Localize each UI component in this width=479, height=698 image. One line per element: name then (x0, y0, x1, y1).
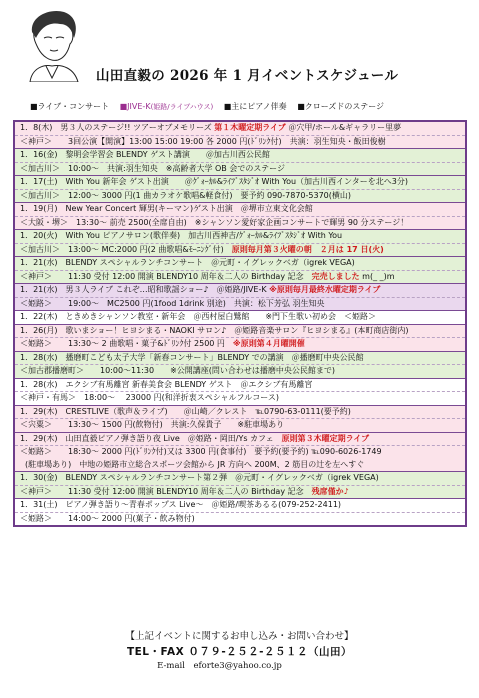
event-title-line (20, 176, 465, 189)
category-legend (30, 101, 392, 112)
contact-heading: 【上記イベントに関するお申し込み・お問い合わせ】 (125, 631, 354, 642)
event-title-line (20, 325, 465, 338)
event-detail: ＜姫路＞ 13:30～ 2 曲歌唱・菓子&ﾄﾞﾘﾝｸ付 2500 円 (20, 339, 233, 348)
legend-live: ■ライブ・コンサート (30, 102, 110, 111)
event-title-line (20, 122, 465, 135)
event-detail-line (15, 391, 465, 405)
portrait-illustration (20, 8, 84, 82)
event-detail-line (15, 162, 465, 176)
event-detail-line (15, 418, 465, 432)
event-title: 1．8(木) 男３人のステージ!! ツアーオブメモリーズ (20, 123, 215, 132)
event-detail-line (15, 485, 465, 499)
event-title: 1．19(月) New Year Concert 輝男(キーマン)ゲスト出演 ＠堺市立東文化会館 (20, 204, 313, 213)
event-title: 1．22(木) ときめきシャンソン教室・新年会 ＠西村屋白鷺館 ※門下生歌い初め会 ＜姫路＞ (20, 312, 377, 321)
event-title-line (20, 472, 465, 485)
event-title-line (20, 257, 465, 270)
legend-closed: ■クローズドのステージ (297, 102, 385, 111)
event-detail-line (15, 243, 465, 257)
event-title-line (20, 230, 465, 243)
event-note-highlight: 第１木曜定期ライブ (214, 123, 286, 132)
event-item (15, 351, 465, 378)
event-detail-line (15, 512, 465, 526)
legend-piano: ■主にピアノ伴奏 (223, 102, 287, 111)
event-detail: ＜姫路＞ 19:00～ MC2500 円(1food 1drink 別途) 共演：松下芳弘 羽生知央 (20, 298, 325, 308)
event-item (15, 283, 465, 310)
event-title: 1．26(月) 歌いまショー！ヒヨシまる・NAOKI サロン♪ ＠姫路音楽サロン『ヒヨシまる』(本町商店街内) (20, 325, 409, 335)
event-item (15, 229, 465, 256)
event-title: 1．17(土) With You 新年会 ゲスト出演 ＠ｸﾞｫｰｶﾙ&ﾗｲﾌﾞｽﾀｼﾞｵ With You（加古川西インターを北へ3分) (20, 177, 408, 186)
event-detail: ＜神戸＞ 11:30 受付 12:00 開演 BLENDY10 周年＆二人の Birthday 記念 (20, 271, 312, 281)
event-title-line (20, 149, 465, 162)
page-title: 山田直毅の 2026 年 1 月イベントスケジュール (96, 68, 399, 84)
event-item (15, 432, 465, 472)
event-item (15, 324, 465, 351)
event-title: 1．28(水) 播磨町こども太子大学「新春コンサート」BLENDY での講演 ＠播磨町中央公民館 (20, 352, 364, 362)
event-title: 1．21(水) 男３人ライブ これぞ…昭和歌謡ショー♪ ＠姫路/JIVE-K (20, 285, 270, 294)
event-detail-highlight: 原則毎月第３火曜の朝 ２月は 17 日(火) (231, 244, 384, 254)
event-item (15, 405, 465, 432)
event-title: 1．29(木) CRESTLIVE（歌声＆ライブ) ＠山崎／クレスト ℡0790-63-0111(要予約) (20, 406, 351, 416)
event-item (15, 471, 465, 498)
event-item (15, 175, 465, 202)
event-title-line (20, 311, 465, 324)
event-detail-line (15, 297, 465, 311)
event-extra-line: (駐車場あり) 中地の姫路市立総合スポーツ会館から JR 方向へ 200M、2 筋目の辻を左へすぐ (25, 459, 365, 469)
event-detail: ＜宍粟＞ 13:30～ 1500 円(飲物付) 共演:久保貴子 ※駐車場あり (20, 420, 285, 429)
event-detail-highlight: 残席僅か♪ (311, 486, 349, 496)
event-title-line (20, 499, 465, 512)
event-title-line (20, 406, 465, 419)
event-title-line (20, 284, 465, 297)
event-title: 1．21(水) BLENDY スペシャルランチコンサート ＠元町・イグレックベガ（igrek VEGA) (20, 258, 355, 267)
event-detail-suffix: m(_ _)m (359, 271, 395, 281)
event-detail-line (15, 189, 465, 203)
event-detail: ＜加古川＞ 10:00～ 共演:羽生知央 ※高齢者大学 OB 会でのステージ (20, 163, 286, 173)
event-title: 1．30(金) BLENDY スペシャルランチコンサート第２弾 ＠元町・イグレックベガ（igrek VEGA) (20, 473, 379, 482)
event-title: 1．29(木) 山田直毅ピアノ弾き語り夜 Live ＠姫路・岡田/Ys カフェ (20, 433, 282, 443)
event-item (15, 256, 465, 283)
event-item (15, 122, 465, 148)
event-detail: ＜神戸＞ 3回公演【開演】13:00 15:00 19:00 各 2000 円(ﾄﾞﾘﾝｸ付) 共演：羽生知央・飯田俊樹 (20, 136, 386, 146)
event-detail: ＜加古川＞ 13:00～ MC:2000 円(2 曲歌唱&ﾓｰﾆﾝｸﾞ付) (20, 244, 232, 254)
event-title: 1．28(水) エクシブ有馬離宮 新春美食会 BLENDY ゲスト ＠エクシブ有馬離宮 (20, 379, 313, 389)
contact-email: E-mail eforte3@yahoo.co.jp (157, 661, 282, 671)
event-detail: ＜加古川＞ 12:00～ 3000 円(1 曲カラオケ歌唱&軽食付) 要予約 090-7870-5370(横山) (20, 190, 351, 200)
event-detail-line (15, 364, 465, 378)
event-title-line (20, 379, 465, 392)
contact-phone: TEL・FAX ０７９-２５２-２５１２（山田） (126, 646, 353, 658)
event-detail-highlight: ※原則第４月曜開催 (232, 339, 305, 348)
event-detail: ＜神戸＞ 11:30 受付 12:00 開演 BLENDY10 周年＆二人の Birthday 記念 (20, 486, 312, 496)
event-item (15, 202, 465, 229)
event-item (15, 310, 465, 324)
event-detail: ＜姫路＞ 14:00～ 2000 円(菓子・飲み物付) (20, 513, 195, 523)
event-title: 1．16(金) 黎明会学習会 BLENDY ゲスト講演 ＠加古川西公民館 (20, 150, 270, 159)
event-detail-line (15, 270, 465, 284)
event-detail-line (15, 135, 465, 149)
event-detail-line (15, 445, 465, 459)
event-title-line (20, 433, 465, 446)
event-detail: ＜加古郡播磨町＞ 10:00～11:30 ※公開講座(問い合わせは播磨中央公民館まで) (20, 366, 336, 375)
event-title: 1．20(火) With You ピアノサロン(歌伴奏) 加古川西神吉/ｸﾞｫｰｶﾙ&ﾗｲﾌﾞｽﾀｼﾞｵ With You (20, 231, 343, 240)
event-title: 1．31(土) ピアノ弾き語り～青春ポップス Live～ ＠姫路/喫茶あるる(079-252-2411) (20, 500, 342, 509)
event-schedule-list (13, 120, 467, 527)
event-note-highlight: ※原則毎月最終水曜定期ライブ (269, 285, 381, 294)
event-detail-line (15, 337, 465, 351)
event-detail: ＜姫路＞ 18:30～ 2000 円(ﾄﾞﾘﾝｸ付)又は 3300 円(食事付) 要予約(要予約) ℡090-6026-1749 (20, 447, 382, 456)
event-item (15, 498, 465, 525)
event-detail-highlight: 完売しました (311, 271, 360, 281)
event-title-line (20, 352, 465, 365)
event-detail-line (15, 216, 465, 230)
event-item (15, 148, 465, 175)
event-note-highlight: 原則第３木曜定期ライブ (281, 433, 370, 443)
legend-jive: ■JIVE-K(姫路/ライブハウス) (119, 102, 214, 111)
event-detail: ＜大阪・堺＞ 13:30～ 前売 2500(全席自由) ※シャンソン愛好家企画コンサートで輝男 90 分ステージ！ (20, 217, 409, 227)
event-title-line (20, 203, 465, 216)
event-venue: ＠穴甲/ホール&ギャラリー里夢 (285, 123, 402, 132)
event-detail: ＜神戸・有馬＞ 18:00～ 23000 円(和洋折衷スペシャルフルコース) (20, 393, 279, 402)
event-item (15, 378, 465, 405)
